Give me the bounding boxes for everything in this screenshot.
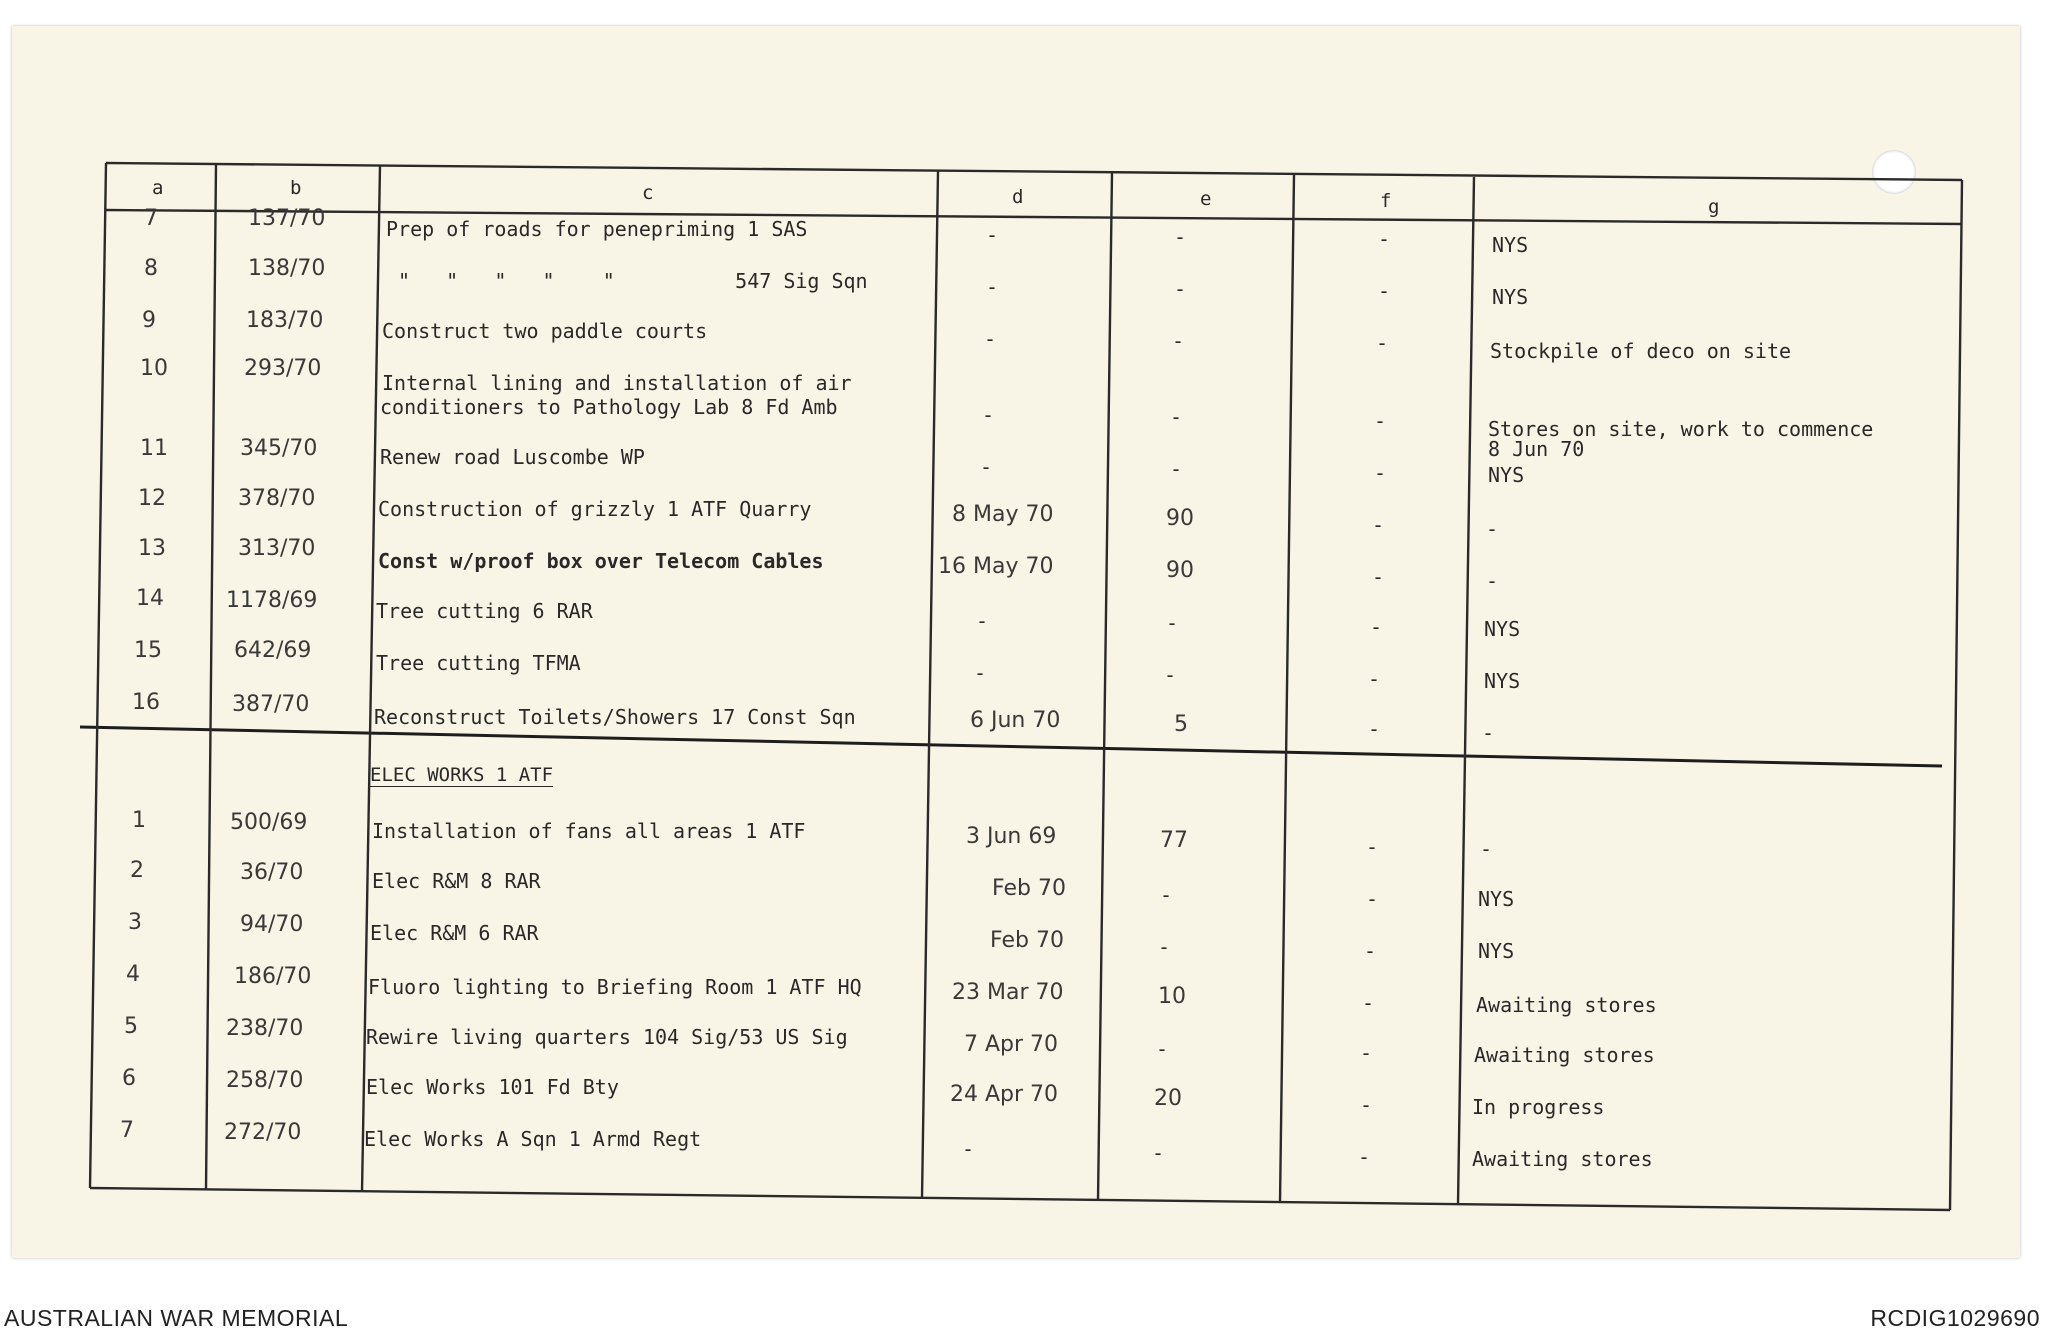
row-s2-7-e: - [1152, 1141, 1165, 1165]
row-s1-2-a: 8 [144, 256, 158, 281]
row-s2-3-c: Elec R&M 6 RAR [370, 921, 539, 945]
section-title-elec-works: ELEC WORKS 1 ATF [370, 764, 554, 786]
col-border-ef [1280, 175, 1294, 1202]
row-s1-10-f: - [1368, 717, 1381, 741]
row-s2-2-b: 36/70 [240, 860, 304, 885]
row-s1-4-d: - [982, 403, 995, 427]
row-s1-6-c: Construction of grizzly 1 ATF Quarry [378, 497, 812, 521]
col-border-fg [1458, 177, 1474, 1204]
row-s1-6-d: 8 May 70 [952, 502, 1054, 527]
row-s2-6-c: Elec Works 101 Fd Bty [366, 1075, 619, 1099]
row-s1-5-g: NYS [1488, 463, 1525, 487]
row-s1-9-e: - [1164, 663, 1177, 687]
row-s1-3-a: 9 [142, 308, 156, 333]
row-s1-6-f: - [1372, 513, 1385, 537]
row-s1-4-g: Stores on site, work to commence [1488, 417, 1874, 441]
row-s1-4-a: 10 [140, 356, 168, 381]
footer-institution: AUSTRALIAN WAR MEMORIAL [4, 1305, 349, 1331]
row-s2-4-a: 4 [126, 962, 140, 987]
row-s1-5-a: 11 [140, 436, 168, 461]
row-s2-5-b: 238/70 [226, 1016, 304, 1041]
row-s1-2-c: " " " " " 547 Sig Sqn [398, 269, 868, 293]
row-s2-7-d: - [962, 1137, 975, 1161]
col-border-de [1098, 173, 1112, 1200]
row-s1-2-d: - [986, 275, 999, 299]
row-s1-10-e: 5 [1174, 712, 1188, 737]
row-s1-7-a: 13 [138, 536, 166, 561]
row-s2-3-f: - [1364, 939, 1377, 963]
row-s2-5-d: 7 Apr 70 [964, 1032, 1059, 1057]
row-s2-7-f: - [1358, 1145, 1371, 1169]
row-s2-5-g: Awaiting stores [1474, 1043, 1655, 1067]
row-s1-3-g: Stockpile of deco on site [1490, 339, 1792, 363]
row-s2-3-d: Feb 70 [990, 928, 1064, 953]
row-s2-6-b: 258/70 [226, 1068, 304, 1093]
row-s1-7-g: - [1486, 569, 1499, 593]
row-s2-1-c: Installation of fans all areas 1 ATF [372, 819, 806, 843]
row-s2-4-f: - [1362, 991, 1375, 1015]
row-s2-6-a: 6 [122, 1066, 136, 1091]
row-s2-3-g: NYS [1478, 939, 1515, 963]
header-g: g [1708, 196, 1720, 218]
row-s2-4-c: Fluoro lighting to Briefing Room 1 ATF HQ [368, 975, 862, 999]
row-s1-5-b: 345/70 [240, 436, 318, 461]
row-s2-7-b: 272/70 [224, 1120, 302, 1145]
row-s1-10-c: Reconstruct Toilets/Showers 17 Const Sqn [374, 705, 856, 729]
row-s2-5-a: 5 [124, 1014, 138, 1039]
row-s1-9-g: NYS [1484, 669, 1521, 693]
col-border-left [90, 163, 106, 1188]
row-s2-1-b: 500/69 [230, 810, 308, 835]
row-s1-7-e: 90 [1166, 558, 1194, 583]
row-s1-10-a: 16 [132, 690, 160, 715]
row-s1-8-b: 1178/69 [226, 588, 318, 613]
row-s1-7-b: 313/70 [238, 536, 316, 561]
table-bottom-border [90, 1188, 1950, 1210]
row-s1-4-c2: conditioners to Pathology Lab 8 Fd Amb [380, 395, 838, 419]
row-s2-2-e: - [1160, 883, 1173, 907]
row-s1-3-e: - [1172, 329, 1185, 353]
row-s2-6-d: 24 Apr 70 [950, 1082, 1059, 1107]
row-s1-9-a: 15 [134, 638, 162, 663]
row-s2-4-b: 186/70 [234, 964, 312, 989]
row-s2-1-a: 1 [132, 808, 146, 833]
row-s2-3-b: 94/70 [240, 912, 304, 937]
row-s1-9-c: Tree cutting TFMA [376, 651, 581, 675]
row-s2-1-f: - [1366, 835, 1379, 859]
row-s2-4-g: Awaiting stores [1476, 993, 1657, 1017]
row-s1-1-f: - [1378, 227, 1391, 251]
row-s2-1-d: 3 Jun 69 [966, 824, 1057, 849]
row-s2-6-g: In progress [1472, 1095, 1605, 1119]
row-s1-9-b: 642/69 [234, 638, 312, 663]
header-a: a [152, 177, 164, 199]
row-s1-1-e: - [1174, 225, 1187, 249]
row-s1-10-b: 387/70 [232, 692, 310, 717]
row-s1-8-a: 14 [136, 586, 164, 611]
header-c: c [642, 182, 654, 204]
row-s1-2-f: - [1378, 279, 1391, 303]
table-top-border [106, 163, 1962, 180]
row-s1-1-b: 137/70 [248, 206, 326, 231]
row-s1-1-c: Prep of roads for penepriming 1 SAS [386, 217, 808, 241]
row-s1-2-g: NYS [1492, 285, 1529, 309]
row-s1-1-d: - [986, 223, 999, 247]
row-s1-7-c: Const w/proof box over Telecom Cables [378, 549, 824, 573]
row-s1-6-b: 378/70 [238, 486, 316, 511]
row-s1-6-g: - [1486, 517, 1499, 541]
row-s1-4-b: 293/70 [244, 356, 322, 381]
row-s1-8-g: NYS [1484, 617, 1521, 641]
row-s1-8-e: - [1166, 611, 1179, 635]
row-s2-2-g: NYS [1478, 887, 1515, 911]
row-s1-4-g2: 8 Jun 70 [1488, 437, 1585, 461]
row-s1-3-f: - [1376, 331, 1389, 355]
row-s2-2-d: Feb 70 [992, 876, 1066, 901]
row-s2-7-g: Awaiting stores [1472, 1147, 1653, 1171]
row-s1-8-c: Tree cutting 6 RAR [376, 599, 593, 623]
row-s1-3-b: 183/70 [246, 308, 324, 333]
row-s2-4-d: 23 Mar 70 [952, 980, 1064, 1005]
row-s1-9-f: - [1368, 667, 1381, 691]
row-s1-4-e: - [1170, 405, 1183, 429]
row-s1-3-d: - [984, 327, 997, 351]
row-s1-5-c: Renew road Luscombe WP [380, 445, 645, 469]
header-underline [106, 210, 1962, 224]
row-s1-2-e: - [1174, 277, 1187, 301]
row-s2-6-f: - [1360, 1093, 1373, 1117]
row-s2-7-a: 7 [120, 1118, 134, 1143]
row-s1-7-d: 16 May 70 [938, 554, 1054, 579]
row-s1-6-e: 90 [1166, 506, 1194, 531]
row-s2-6-e: 20 [1154, 1086, 1182, 1111]
header-b: b [290, 177, 302, 199]
row-s2-5-f: - [1360, 1041, 1373, 1065]
row-s1-5-f: - [1374, 461, 1387, 485]
row-s2-2-a: 2 [130, 858, 144, 883]
row-s1-4-f: - [1374, 409, 1387, 433]
row-s2-2-f: - [1366, 887, 1379, 911]
col-border-ab [206, 164, 216, 1190]
row-s1-2-b: 138/70 [248, 256, 326, 281]
row-s1-7-f: - [1372, 565, 1385, 589]
row-s1-3-c: Construct two paddle courts [382, 319, 708, 343]
row-s2-1-e: 77 [1160, 828, 1188, 853]
row-s2-2-c: Elec R&M 8 RAR [372, 869, 541, 893]
row-s1-4-c: Internal lining and installation of air [382, 371, 852, 395]
row-s2-5-e: - [1156, 1037, 1169, 1061]
footer-identifier: RCDIG1029690 [1870, 1305, 2040, 1331]
row-s1-8-f: - [1370, 615, 1383, 639]
row-s2-3-e: - [1158, 935, 1171, 959]
row-s1-10-g: - [1482, 721, 1495, 745]
row-s2-4-e: 10 [1158, 984, 1186, 1009]
header-d: d [1012, 186, 1024, 208]
row-s1-1-g: NYS [1492, 233, 1529, 257]
row-s2-3-a: 3 [128, 910, 142, 935]
row-s2-1-g: - [1480, 837, 1493, 861]
row-s1-9-d: - [974, 661, 987, 685]
row-s1-5-d: - [980, 455, 993, 479]
row-s1-6-a: 12 [138, 486, 166, 511]
header-e: e [1200, 188, 1212, 210]
header-f: f [1380, 190, 1392, 212]
row-s1-8-d: - [976, 609, 989, 633]
row-s1-1-a: 7 [144, 206, 158, 231]
row-s2-7-c: Elec Works A Sqn 1 Armd Regt [364, 1127, 702, 1151]
row-s1-10-d: 6 Jun 70 [970, 708, 1061, 733]
row-s2-5-c: Rewire living quarters 104 Sig/53 US Sig [366, 1025, 848, 1049]
col-border-cd [922, 171, 938, 1198]
col-border-right [1950, 180, 1962, 1210]
row-s1-5-e: - [1170, 457, 1183, 481]
